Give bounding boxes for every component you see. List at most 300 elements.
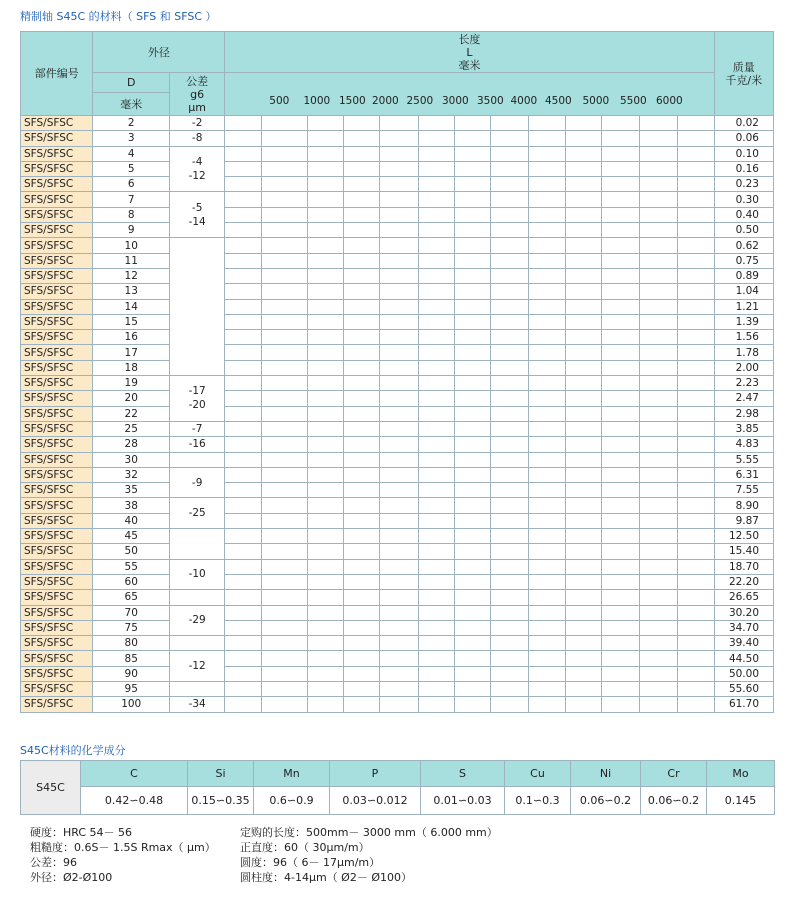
part-code: SFS/SFSC	[21, 146, 93, 161]
length-cell	[307, 681, 343, 696]
length-cell	[565, 666, 601, 681]
part-code: SFS/SFSC	[21, 483, 93, 498]
length-cell	[678, 636, 714, 651]
length-cell	[678, 590, 714, 605]
length-cell	[454, 605, 490, 620]
length-cell	[454, 284, 490, 299]
length-cell	[307, 651, 343, 666]
length-cell	[529, 529, 565, 544]
mass: 39.40	[714, 636, 773, 651]
length-cell	[307, 498, 343, 513]
tolerance: -2	[169, 116, 224, 131]
length-cell	[418, 406, 454, 421]
length-cell	[261, 146, 307, 161]
length-cell	[529, 284, 565, 299]
diameter: 25	[93, 421, 170, 436]
length-cell	[491, 666, 529, 681]
length-cell	[640, 376, 678, 391]
length-cell	[261, 681, 307, 696]
length-cell	[380, 192, 418, 207]
length-cell	[380, 651, 418, 666]
length-cell	[261, 161, 307, 176]
length-cell	[491, 483, 529, 498]
length-cell	[529, 590, 565, 605]
spec-note: 外径：Ø2-Ø100	[30, 871, 113, 884]
length-cell	[225, 360, 261, 375]
diameter: 65	[93, 590, 170, 605]
diameter: 85	[93, 651, 170, 666]
length-cell	[565, 192, 601, 207]
mass: 50.00	[714, 666, 773, 681]
length-cell	[307, 437, 343, 452]
length-cell	[601, 513, 639, 528]
length-cell	[307, 284, 343, 299]
diameter: 55	[93, 559, 170, 574]
length-cell	[640, 131, 678, 146]
length-label: 4500	[544, 94, 572, 107]
part-code: SFS/SFSC	[21, 636, 93, 651]
length-cell	[601, 314, 639, 329]
diameter: 100	[93, 697, 170, 712]
table-row	[21, 330, 774, 345]
length-cell	[565, 284, 601, 299]
part-code: SFS/SFSC	[21, 513, 93, 528]
part-code: SFS/SFSC	[21, 559, 93, 574]
length-cell	[491, 314, 529, 329]
length-cell	[601, 376, 639, 391]
length-cell	[529, 360, 565, 375]
length-cell	[565, 483, 601, 498]
length-cell	[601, 146, 639, 161]
length-cell	[380, 529, 418, 544]
length-cell	[529, 483, 565, 498]
length-cell	[529, 620, 565, 635]
length-cell	[565, 437, 601, 452]
length-cell	[565, 544, 601, 559]
length-cell	[380, 421, 418, 436]
length-cell	[261, 391, 307, 406]
length-cell	[678, 452, 714, 467]
length-cell	[491, 268, 529, 283]
length-cell	[261, 207, 307, 222]
length-cell	[491, 299, 529, 314]
length-cell	[491, 636, 529, 651]
length-cell	[601, 177, 639, 192]
diameter: 5	[93, 161, 170, 176]
length-cell	[307, 406, 343, 421]
chem-element: C	[81, 761, 188, 787]
length-cell	[418, 131, 454, 146]
table-row	[21, 544, 774, 559]
length-cell	[678, 360, 714, 375]
part-code: SFS/SFSC	[21, 284, 93, 299]
length-cell	[491, 284, 529, 299]
length-cell	[454, 360, 490, 375]
length-cell	[601, 406, 639, 421]
length-cell	[418, 146, 454, 161]
length-cell	[261, 452, 307, 467]
length-cell	[380, 131, 418, 146]
mass: 34.70	[714, 620, 773, 635]
part-code: SFS/SFSC	[21, 131, 93, 146]
length-cell	[261, 177, 307, 192]
length-cell	[565, 360, 601, 375]
table-row	[21, 146, 774, 161]
length-cell	[225, 406, 261, 421]
length-cell	[225, 620, 261, 635]
length-cell	[344, 513, 380, 528]
length-cell	[418, 559, 454, 574]
length-cell	[225, 681, 261, 696]
length-cell	[491, 651, 529, 666]
diameter: 17	[93, 345, 170, 360]
length-cell	[380, 452, 418, 467]
mass: 30.20	[714, 605, 773, 620]
table-row	[21, 452, 774, 467]
diameter: 70	[93, 605, 170, 620]
length-cell	[344, 268, 380, 283]
spec-note: 正直度：60（ 30μm/m）	[240, 841, 370, 854]
length-cell	[529, 406, 565, 421]
length-cell	[307, 192, 343, 207]
length-cell	[344, 666, 380, 681]
part-code: SFS/SFSC	[21, 620, 93, 635]
length-cell	[529, 207, 565, 222]
length-cell	[491, 559, 529, 574]
length-cell	[640, 116, 678, 131]
length-cell	[225, 314, 261, 329]
length-cell	[418, 697, 454, 712]
table-row	[21, 406, 774, 421]
length-cell	[491, 590, 529, 605]
table-row	[21, 299, 774, 314]
length-cell	[678, 681, 714, 696]
length-cell	[380, 636, 418, 651]
page-title: 精制轴 S45C 的材料（ SFS 和 SFSC ）	[20, 10, 217, 23]
header-tol-label: 公差	[186, 74, 209, 88]
tolerance: -25	[169, 498, 224, 529]
length-cell	[454, 651, 490, 666]
length-cell	[225, 253, 261, 268]
mass: 2.00	[714, 360, 773, 375]
length-cell	[454, 161, 490, 176]
length-cell	[565, 559, 601, 574]
length-cell	[565, 161, 601, 176]
length-cell	[307, 513, 343, 528]
length-cell	[261, 421, 307, 436]
length-cell	[344, 391, 380, 406]
diameter: 14	[93, 299, 170, 314]
length-cell	[454, 376, 490, 391]
length-cell	[418, 238, 454, 253]
length-cell	[565, 681, 601, 696]
length-cell	[678, 666, 714, 681]
header-od: 外径	[93, 32, 225, 73]
length-cell	[678, 238, 714, 253]
length-cell	[454, 498, 490, 513]
diameter: 35	[93, 483, 170, 498]
diameter: 22	[93, 406, 170, 421]
header-tolerance	[169, 73, 224, 116]
table-row	[21, 376, 774, 391]
length-cell	[307, 636, 343, 651]
mass: 1.21	[714, 299, 773, 314]
length-cell	[491, 697, 529, 712]
length-cell	[261, 544, 307, 559]
part-code: SFS/SFSC	[21, 406, 93, 421]
length-cell	[418, 590, 454, 605]
mass: 12.50	[714, 529, 773, 544]
mass: 0.23	[714, 177, 773, 192]
length-cell	[678, 513, 714, 528]
table-row	[21, 207, 774, 222]
length-cell	[565, 253, 601, 268]
length-cell	[454, 314, 490, 329]
length-cell	[601, 360, 639, 375]
chem-element: Ni	[571, 761, 641, 787]
length-cell	[344, 406, 380, 421]
diameter: 9	[93, 223, 170, 238]
part-code: SFS/SFSC	[21, 360, 93, 375]
length-cell	[678, 207, 714, 222]
length-cell	[601, 697, 639, 712]
table-row	[21, 177, 774, 192]
part-code: SFS/SFSC	[21, 590, 93, 605]
length-cell	[601, 452, 639, 467]
diameter: 13	[93, 284, 170, 299]
diameter: 90	[93, 666, 170, 681]
length-cell	[529, 559, 565, 574]
length-cell	[344, 238, 380, 253]
length-cell	[640, 467, 678, 482]
length-cell	[678, 697, 714, 712]
length-cell	[529, 651, 565, 666]
chem-value: 0.42∽0.48	[81, 787, 188, 815]
mass: 0.75	[714, 253, 773, 268]
length-cell	[565, 146, 601, 161]
length-cell	[565, 529, 601, 544]
table-row	[21, 498, 774, 513]
length-cell	[529, 192, 565, 207]
length-cell	[529, 467, 565, 482]
length-cell	[344, 636, 380, 651]
length-cell	[678, 299, 714, 314]
length-cell	[529, 636, 565, 651]
tolerance: -8	[169, 131, 224, 146]
length-cell	[225, 513, 261, 528]
length-cell	[454, 177, 490, 192]
length-cell	[225, 544, 261, 559]
part-code: SFS/SFSC	[21, 697, 93, 712]
chem-element: S	[421, 761, 505, 787]
length-cell	[678, 223, 714, 238]
mass: 0.06	[714, 131, 773, 146]
tolerance: -7	[169, 421, 224, 436]
chem-element: Cu	[505, 761, 571, 787]
mass: 1.04	[714, 284, 773, 299]
length-cell	[454, 681, 490, 696]
tolerance	[169, 636, 224, 651]
length-cell	[307, 238, 343, 253]
mass: 2.47	[714, 391, 773, 406]
length-cell	[261, 116, 307, 131]
length-cell	[565, 116, 601, 131]
length-cell	[344, 284, 380, 299]
header-length-symbol: L	[466, 45, 473, 59]
length-cell	[225, 330, 261, 345]
table-row	[21, 467, 774, 482]
length-cell	[261, 605, 307, 620]
length-cell	[225, 376, 261, 391]
length-cell	[678, 391, 714, 406]
length-cell	[454, 636, 490, 651]
length-cell	[529, 452, 565, 467]
tolerance: -34	[169, 697, 224, 712]
mass: 4.83	[714, 437, 773, 452]
length-cell	[640, 681, 678, 696]
length-cell	[565, 651, 601, 666]
length-cell	[418, 681, 454, 696]
length-cell	[491, 452, 529, 467]
length-cell	[261, 666, 307, 681]
header-mass-label: 质量	[732, 60, 755, 74]
chem-material: S45C	[21, 761, 81, 815]
mass: 5.55	[714, 452, 773, 467]
length-cell	[418, 636, 454, 651]
length-cell	[418, 391, 454, 406]
length-cell	[380, 559, 418, 574]
length-cell	[380, 345, 418, 360]
chem-element: Mn	[254, 761, 330, 787]
length-cell	[225, 146, 261, 161]
length-cell	[601, 437, 639, 452]
mass: 8.90	[714, 498, 773, 513]
length-cell	[678, 116, 714, 131]
length-cell	[529, 666, 565, 681]
part-code: SFS/SFSC	[21, 207, 93, 222]
length-cell	[344, 681, 380, 696]
chem-value: 0.03∽0.012	[330, 787, 421, 815]
length-cell	[225, 651, 261, 666]
length-cell	[565, 131, 601, 146]
length-cell	[418, 223, 454, 238]
table-row	[21, 116, 774, 131]
length-cell	[491, 238, 529, 253]
length-cell	[678, 284, 714, 299]
length-cell	[601, 651, 639, 666]
length-cell	[344, 452, 380, 467]
length-cell	[640, 697, 678, 712]
length-cell	[529, 177, 565, 192]
length-cell	[454, 666, 490, 681]
length-cell	[640, 207, 678, 222]
notes-right	[240, 825, 498, 885]
length-cell	[307, 146, 343, 161]
length-cell	[261, 467, 307, 482]
tolerance: -4 -12	[169, 146, 224, 192]
length-cell	[678, 498, 714, 513]
length-cell	[454, 437, 490, 452]
length-cell	[454, 268, 490, 283]
length-cell	[307, 559, 343, 574]
length-cell	[601, 483, 639, 498]
length-cell	[261, 697, 307, 712]
part-code: SFS/SFSC	[21, 238, 93, 253]
length-label: 4000	[510, 94, 538, 107]
length-cell	[307, 376, 343, 391]
part-code: SFS/SFSC	[21, 467, 93, 482]
length-cell	[344, 360, 380, 375]
length-cell	[380, 605, 418, 620]
length-cell	[380, 314, 418, 329]
length-cell	[418, 498, 454, 513]
length-cell	[225, 223, 261, 238]
part-code: SFS/SFSC	[21, 681, 93, 696]
length-cell	[380, 406, 418, 421]
part-code: SFS/SFSC	[21, 345, 93, 360]
length-cell	[418, 116, 454, 131]
length-cell	[225, 697, 261, 712]
length-cell	[454, 253, 490, 268]
length-cell	[344, 421, 380, 436]
part-code: SFS/SFSC	[21, 314, 93, 329]
length-cell	[640, 161, 678, 176]
length-cell	[307, 330, 343, 345]
length-cell	[225, 131, 261, 146]
diameter: 50	[93, 544, 170, 559]
chem-value: 0.15∽0.35	[188, 787, 254, 815]
length-cell	[678, 146, 714, 161]
length-cell	[418, 605, 454, 620]
length-cell	[344, 116, 380, 131]
length-cell	[454, 238, 490, 253]
length-cell	[601, 574, 639, 589]
length-cell	[640, 574, 678, 589]
mass: 0.02	[714, 116, 773, 131]
length-cell	[261, 498, 307, 513]
length-cell	[565, 620, 601, 635]
length-label: 3500	[476, 94, 504, 107]
length-cell	[418, 330, 454, 345]
mass: 1.56	[714, 330, 773, 345]
length-cell	[261, 651, 307, 666]
mass: 1.39	[714, 314, 773, 329]
length-cell	[380, 223, 418, 238]
length-cell	[640, 330, 678, 345]
header-length	[225, 32, 714, 73]
length-cell	[529, 131, 565, 146]
part-code: SFS/SFSC	[21, 529, 93, 544]
length-cell	[307, 452, 343, 467]
length-cell	[640, 406, 678, 421]
length-cell	[640, 391, 678, 406]
length-cell	[565, 421, 601, 436]
length-cell	[225, 299, 261, 314]
length-cell	[601, 330, 639, 345]
length-cell	[307, 177, 343, 192]
length-cell	[261, 559, 307, 574]
part-code: SFS/SFSC	[21, 666, 93, 681]
diameter: 30	[93, 452, 170, 467]
tolerance: -29	[169, 605, 224, 636]
length-cell	[529, 605, 565, 620]
header-part-no: 部件编号	[21, 32, 93, 116]
header-tol-g6: g6	[190, 87, 205, 101]
table-row	[21, 421, 774, 436]
chem-element: Mo	[707, 761, 775, 787]
header-tol-unit: μm	[188, 100, 206, 114]
table-row	[21, 131, 774, 146]
